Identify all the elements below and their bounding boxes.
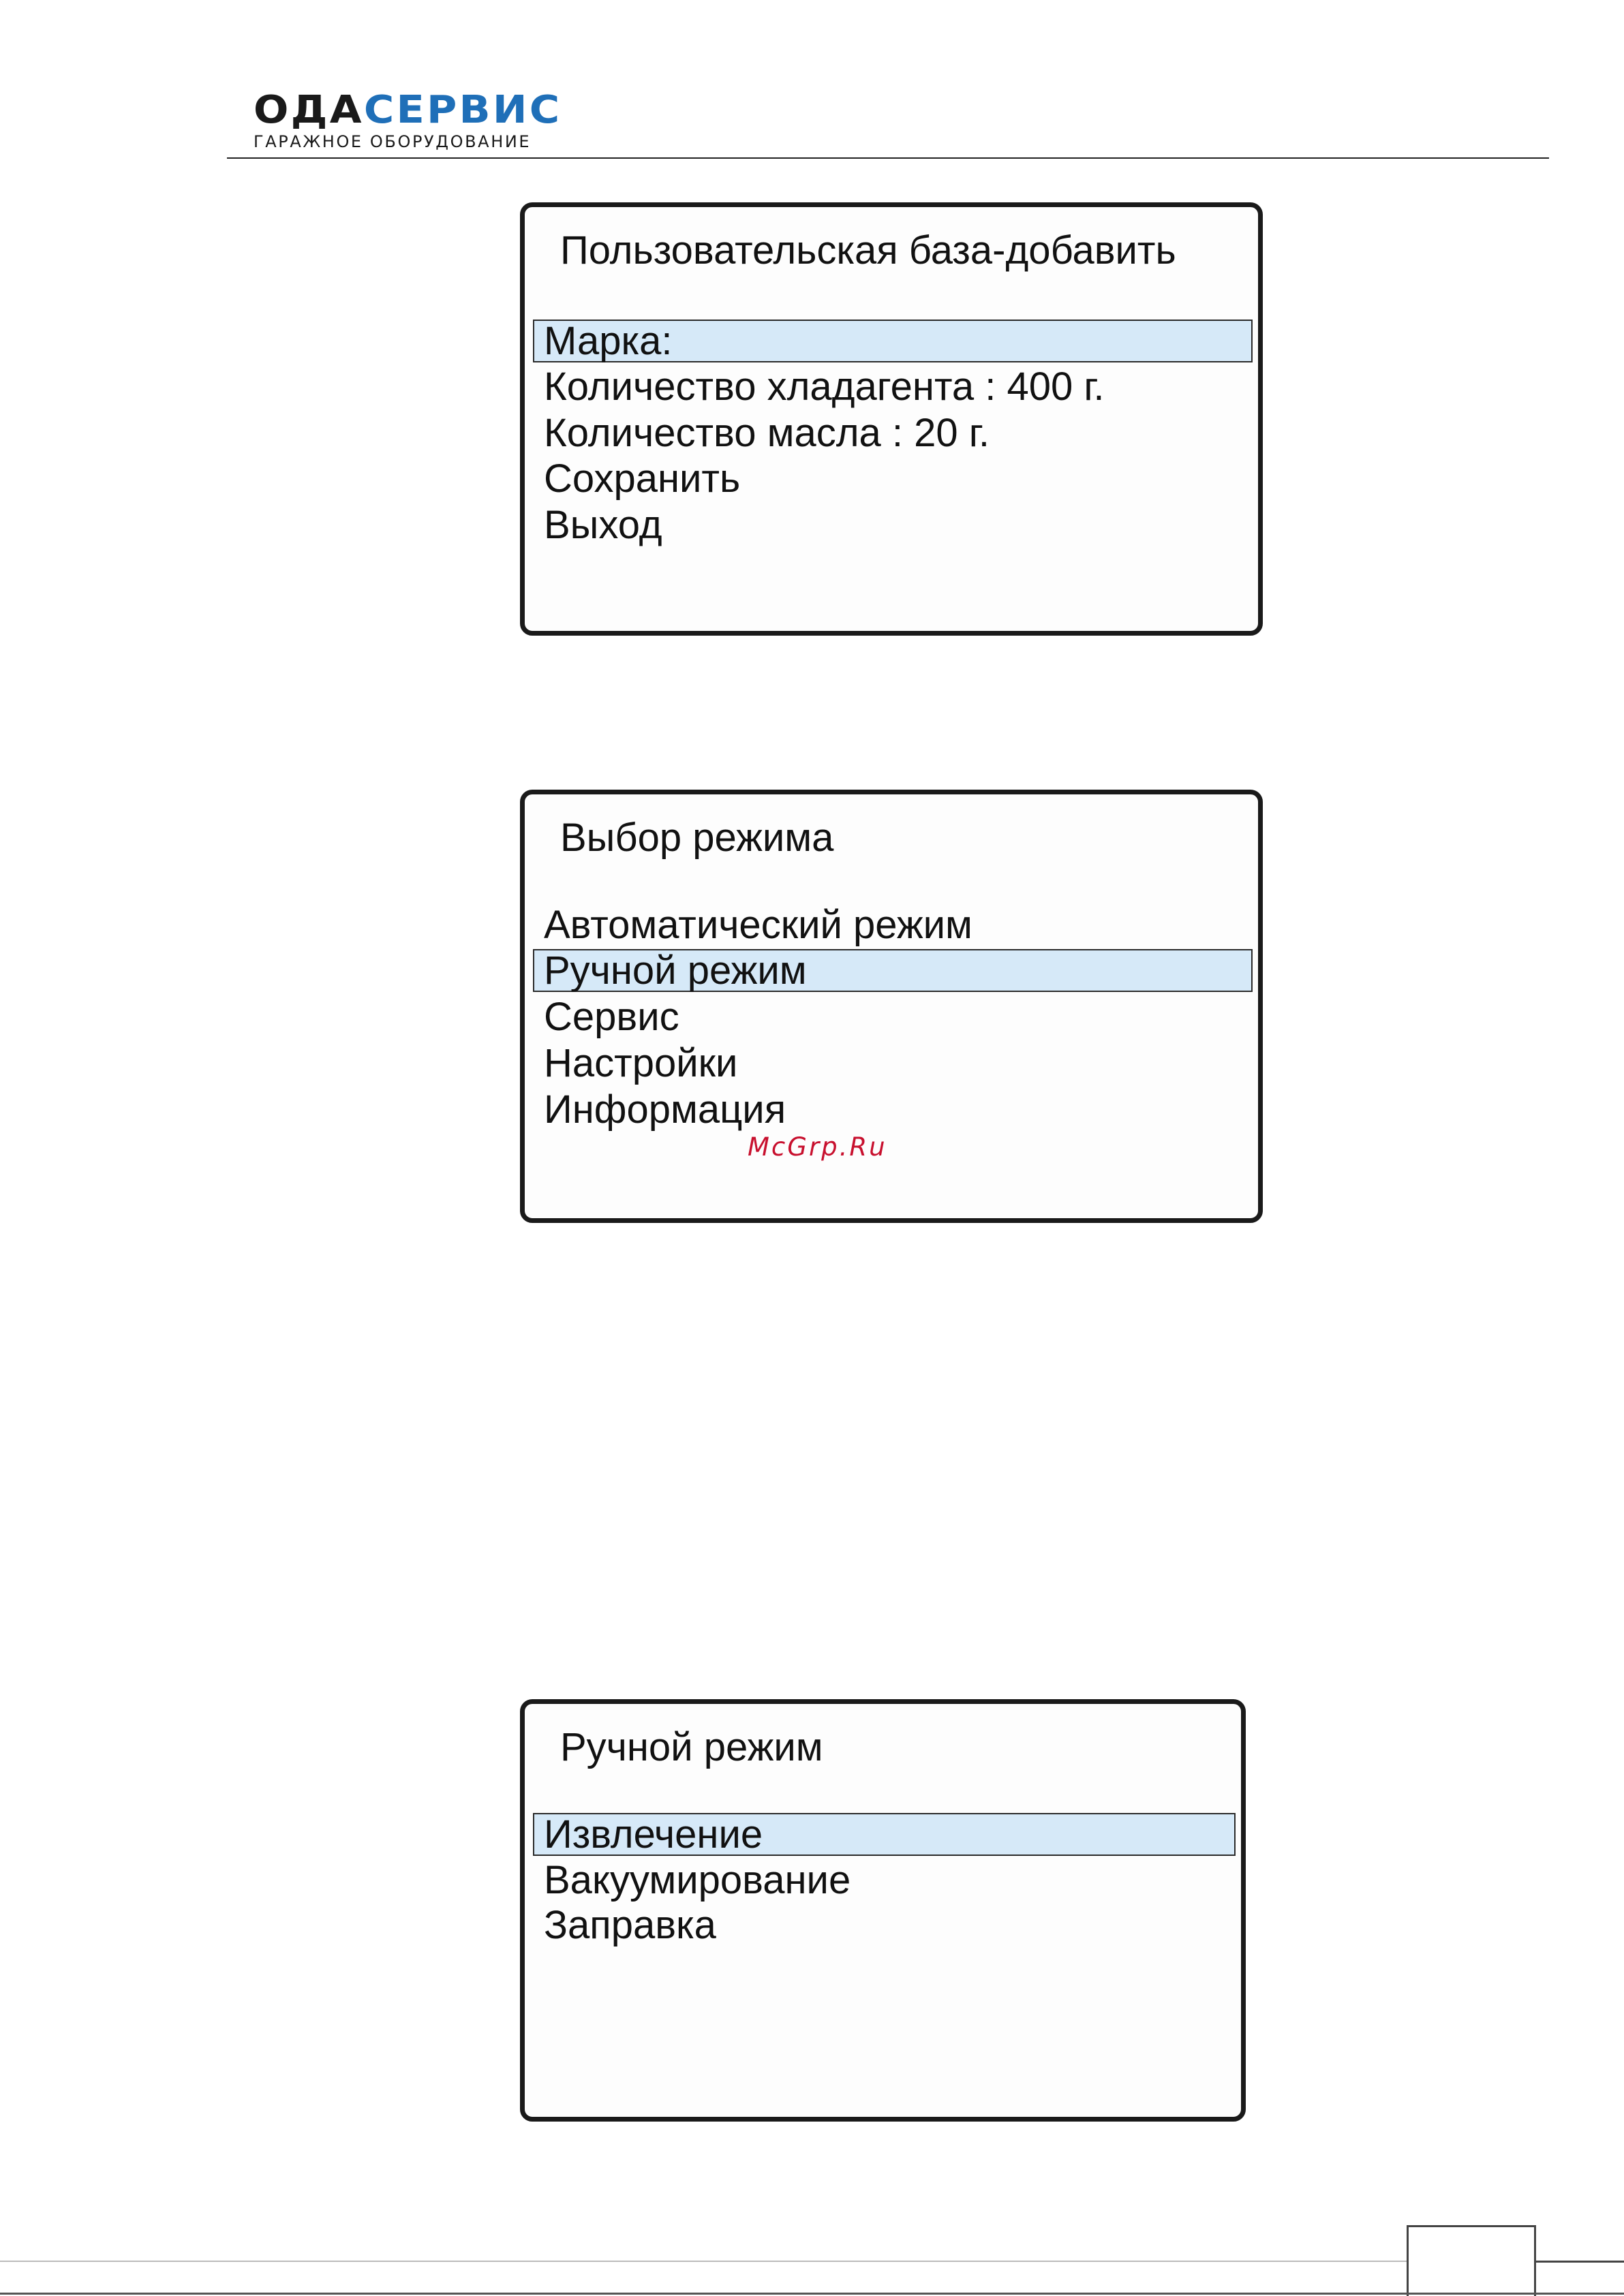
menu-item-vacuum[interactable]: Вакуумирование — [544, 1858, 851, 1902]
menu-item-save[interactable]: Сохранить — [544, 456, 741, 501]
watermark-text: McGrp.Ru — [748, 1132, 887, 1162]
header-divider — [227, 157, 1549, 159]
footer-thin-rule — [0, 2261, 1407, 2262]
footer-divider — [0, 2293, 1624, 2295]
screen-mode-select — [520, 790, 1263, 1223]
logo-subtitle: ГАРАЖНОЕ ОБОРУДОВАНИЕ — [254, 132, 532, 151]
menu-item-information[interactable]: Информация — [544, 1087, 786, 1132]
screen-title: Ручной режим — [560, 1725, 823, 1769]
screen-user-database-add — [520, 202, 1263, 636]
menu-item-automatic-mode[interactable]: Автоматический режим — [544, 903, 972, 947]
menu-item-brand[interactable]: Марка: — [533, 320, 1253, 362]
menu-item-recovery[interactable]: Извлечение — [533, 1813, 1236, 1856]
screen-title: Пользовательская база-добавить — [560, 228, 1176, 273]
logo-word-oda: ОДА — [254, 88, 364, 132]
logo-word-servis: СЕРВИС — [363, 88, 562, 132]
menu-item-refrigerant-amount[interactable]: Количество хладагента : 400 г. — [544, 364, 1105, 409]
menu-item-charging[interactable]: Заправка — [544, 1903, 716, 1947]
screen-title: Выбор режима — [560, 816, 834, 860]
page-number-tab — [1407, 2225, 1536, 2296]
menu-item-service[interactable]: Сервис — [544, 995, 679, 1039]
brand-logo — [254, 88, 567, 151]
screen-manual-mode — [520, 1699, 1246, 2122]
menu-item-exit[interactable]: Выход — [544, 503, 662, 547]
menu-item-oil-amount[interactable]: Количество масла : 20 г. — [544, 411, 990, 455]
footer-tab-rule — [1536, 2261, 1624, 2263]
menu-item-settings[interactable]: Настройки — [544, 1041, 738, 1085]
logo-wordmark — [254, 88, 592, 132]
menu-item-manual-mode[interactable]: Ручной режим — [533, 949, 1253, 992]
